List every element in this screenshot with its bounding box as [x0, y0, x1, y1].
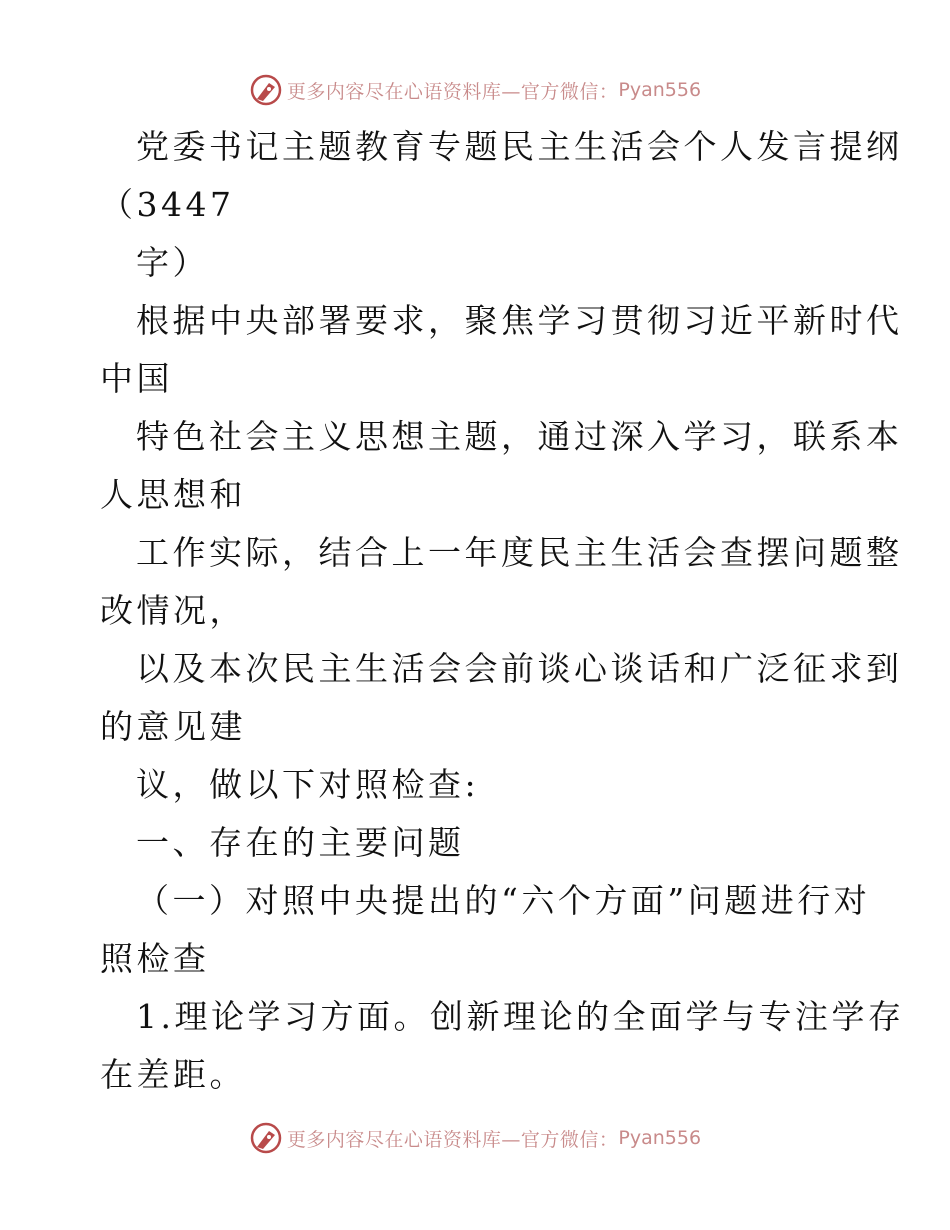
- text-line: 中国: [100, 359, 173, 398]
- text-line: 字）: [136, 243, 209, 282]
- text-line: 根据中央部署要求，聚焦学习贯彻习近平新时代: [136, 301, 903, 340]
- text-line: 的意见建: [100, 707, 246, 746]
- document-body: [100, 118, 905, 1104]
- watermark-code: Pyan556: [618, 79, 702, 101]
- text-line: 一、存在的主要问题: [136, 823, 465, 862]
- text-line: 特色社会主义思想主题，通过深入学习，联系本: [136, 417, 903, 456]
- text-line: 1.理论学习方面。创新理论的全面学与专注学存: [136, 997, 905, 1036]
- pen-nib-logo-icon: [249, 1121, 283, 1155]
- text-line: （3447: [100, 185, 235, 224]
- text-line: 党委书记主题教育专题民主生活会个人发言提纲: [136, 127, 903, 166]
- text-line: 改情况，: [100, 591, 246, 630]
- watermark-text: 更多内容尽在心语资料库—官方微信：: [286, 80, 619, 103]
- watermark-text: 更多内容尽在心语资料库—官方微信：: [286, 1128, 619, 1151]
- text-line: （一）对照中央提出的“六个方面”问题进行对: [136, 881, 871, 920]
- text-line: 照检查: [100, 939, 210, 978]
- pen-nib-logo-icon: [249, 73, 283, 107]
- text-line: 在差距。: [100, 1055, 246, 1094]
- header-watermark: [0, 70, 950, 110]
- text-line: 以及本次民主生活会会前谈心谈话和广泛征求到: [136, 649, 903, 688]
- text-line: 工作实际，结合上一年度民主生活会查摆问题整: [136, 533, 903, 572]
- text-line: 人思想和: [100, 475, 246, 514]
- watermark-code: Pyan556: [618, 1127, 702, 1149]
- text-line: 议，做以下对照检查:: [136, 765, 480, 804]
- footer-watermark: [0, 1118, 950, 1158]
